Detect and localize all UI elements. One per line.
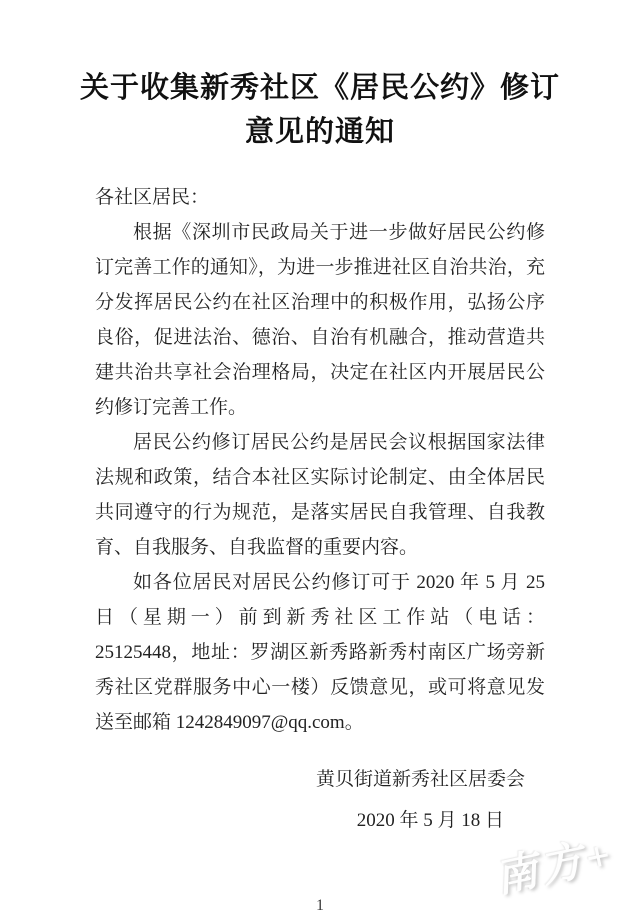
document-body [95, 180, 545, 838]
document-date: 2020 年 5 月 18 日 [356, 810, 504, 831]
paragraph-definition: 居民公约修订居民公约是居民会议根据国家法律法规和政策，结合本社区实际讨论制定、由全体居民共同遵守的行为规范，是落实居民自我管理、自我教育、自我服务、自我监督的重要内容。 [95, 432, 545, 558]
salutation: 各社区居民： [95, 187, 210, 208]
paragraph-feedback-instructions: 如各位居民对居民公约修订可于 2020 年 5 月 25 日（星期一）前到新秀社区工作站（电话：25125448，地址：罗湖区新秀路新秀村南区广场旁新秀社区党群服务中心一楼）反馈意见，或可将意见发送至邮箱 1242849097@qq.com。 [95, 572, 545, 733]
paragraph-basis: 根据《深圳市民政局关于进一步做好居民公约修订完善工作的通知》，为进一步推进社区自治共治，充分发挥居民公约在社区治理中的积极作用，弘扬公序良俗，促进法治、德治、自治有机融合，推动营造共建共治共享社会治理格局，决定在社区内开展居民公约修订完善工作。 [95, 222, 545, 418]
document-page [0, 66, 640, 914]
nanfangplus-watermark: 南方+ [491, 831, 619, 902]
signature-committee: 黄贝街道新秀社区居委会 [315, 769, 525, 790]
title-line-1: 关于收集新秀社区《居民公约》修订 [79, 72, 560, 104]
document-title [0, 66, 640, 154]
title-line-2: 意见的通知 [244, 116, 395, 148]
page-number: 1 [316, 897, 324, 914]
